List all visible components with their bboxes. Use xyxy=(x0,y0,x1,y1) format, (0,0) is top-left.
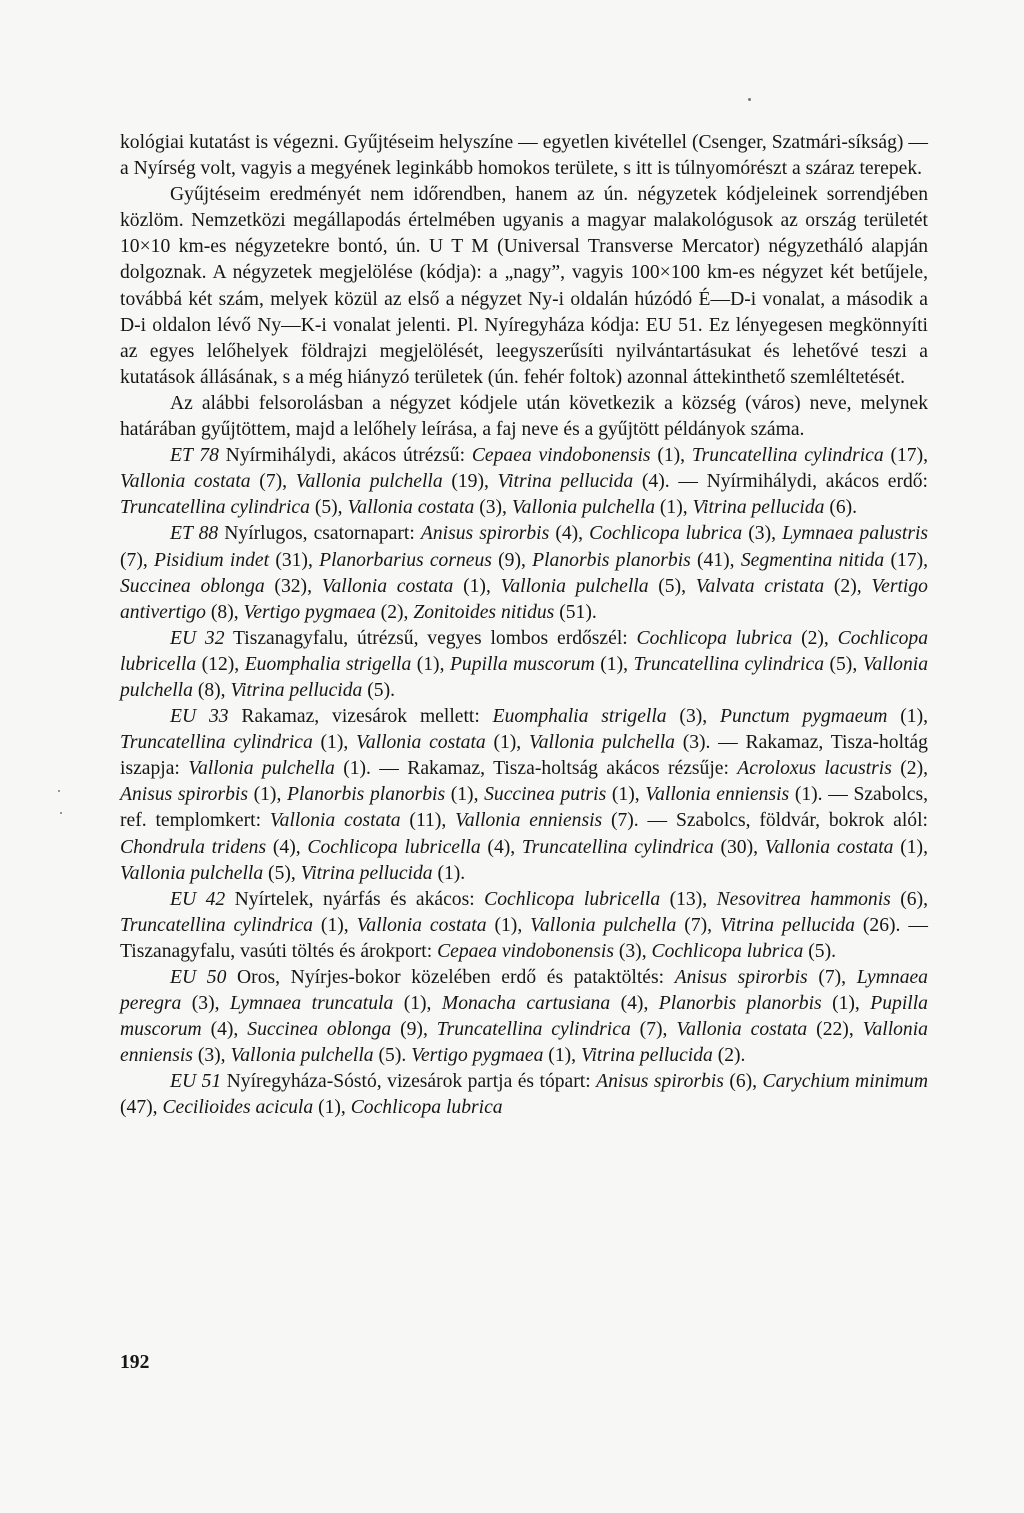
paragraph: EU 32 Tiszanagyfalu, útrézsű, vegyes lombos erdőszél: Cochlicopa lubrica (2), Cochlicopa lubricella (12), Euomphalia strigella (1), Pupilla muscorum (1), Truncatellina cylindrica (5), Vallonia pulchella (8), Vitrina pellucida (5). xyxy=(120,627,929,701)
paragraph: EU 42 Nyírtelek, nyárfás és akácos: Cochlicopa lubricella (13), Nesovitrea hammonis (6), Truncatellina cylindrica (1), Vallonia costata (1), Vallonia pulchella (7), Vitrina pellucida (26). — Tiszanagyfalu, vasúti töltés és árokport: Cepaea vindobonensis (3), Cochlicopa lubrica (5). xyxy=(120,888,928,962)
scan-speck xyxy=(58,790,60,792)
paragraph: EU 50 Oros, Nyírjes-bokor közelében erdő és pataktöltés: Anisus spirorbis (7), Lymnaea peregra (3), Lymnaea truncatula (1), Monacha cartusiana (4), Planorbis planorbis (1), Pupilla muscorum (4), Succinea oblonga (9), Truncatellina cylindrica (7), Vallonia costata (22), Vallonia enniensis (3), Vallonia pulchella (5). Vertigo pygmaea (1), Vitrina pellucida (2). xyxy=(120,967,928,1067)
paragraph: EU 51 Nyíregyháza-Sóstó, vizesárok partja és tópart: Anisus spirorbis (6), Carychium minimum (47), Cecilioides acicula (1), Cochlicopa lubrica xyxy=(120,1071,928,1119)
scan-speck xyxy=(748,98,751,101)
paragraph: Az alábbi felsorolásban a négyzet kódjele után következik a község (város) neve, melynek határában gyűjtöttem, majd a lelőhely leírása, a faj neve és a gyűjtött példányok száma. xyxy=(120,392,928,441)
scan-speck xyxy=(60,812,62,814)
body-text xyxy=(120,130,928,1122)
paragraph: Gyűjtéseim eredményét nem időrendben, hanem az ún. négyzetek kódjeleinek sorrendjében közlöm. Nemzetközi megállapodás értelmében ugyanis a magyar malakológusok az ország területét 10×10 km-es négyzetekre bontó, ún. U T M (Universal Transverse Mercator) négyzetháló alapján dolgoznak. A négyzetek megjelölése (kódja): a „nagy”, vagyis 100×100 km-es négyzet két betűjele, továbbá két szám, melyek közül az első a négyzet Ny-i oldalán húzódó É—D-i vonalat, a második a D-i oldalon lévő Ny—K-i vonalat jelenti. Pl. Nyíregyháza kódja: EU 51. Ez lényegesen megkönnyíti az egyes lelőhelyek földrajzi megjelölését, leegyszerűsíti nyilvántartásukat és lehetővé teszi a kutatások állásának, s a még hiányzó területek (ún. fehér foltok) azonnal áttekinthető szemléltetését. xyxy=(120,184,928,388)
paragraph: ET 88 Nyírlugos, csatornapart: Anisus spirorbis (4), Cochlicopa lubrica (3), Lymnaea palustris (7), Pisidium indet (31), Planorbarius corneus (9), Planorbis planorbis (41), Segmentina nitida (17), Succinea oblonga (32), Vallonia costata (1), Vallonia pulchella (5), Valvata cristata (2), Vertigo antivertigo (8), Vertigo pygmaea (2), Zonitoides nitidus (51). xyxy=(120,523,929,623)
paragraph: kológiai kutatást is végezni. Gyűjtéseim helyszíne — egyetlen kivétellel (Csenger, Szatmári-síkság) — a Nyírség volt, vagyis a megyének leginkább homokos területe, s itt is túlnyomórészt a száraz terepek. xyxy=(120,132,928,180)
page-number: 192 xyxy=(120,1352,150,1373)
paragraph: EU 33 Rakamaz, vizesárok mellett: Euomphalia strigella (3), Punctum pygmaeum (1), Truncatellina cylindrica (1), Vallonia costata (1), Vallonia pulchella (3). — Rakamaz, Tisza-holtág iszapja: Vallonia pulchella (1). — Rakamaz, Tisza-holtság akácos rézsűje: Acroloxus lacustris (2), Anisus spirorbis (1), Planorbis planorbis (1), Succinea putris (1), Vallonia enniensis (1). — Szabolcs, ref. templomkert: Vallonia costata (11), Vallonia enniensis (7). — Szabolcs, földvár, bokrok alól: Chondrula tridens (4), Cochlicopa lubricella (4), Truncatellina cylindrica (30), Vallonia costata (1), Vallonia pulchella (5), Vitrina pellucida (1). xyxy=(120,706,928,884)
paragraph: ET 78 Nyírmihálydi, akácos útrézsű: Cepaea vindobonensis (1), Truncatellina cylindrica (17), Vallonia costata (7), Vallonia pulchella (19), Vitrina pellucida (4). — Nyírmihálydi, akácos erdő: Truncatellina cylindrica (5), Vallonia costata (3), Vallonia pulchella (1), Vitrina pellucida (6). xyxy=(120,445,929,519)
